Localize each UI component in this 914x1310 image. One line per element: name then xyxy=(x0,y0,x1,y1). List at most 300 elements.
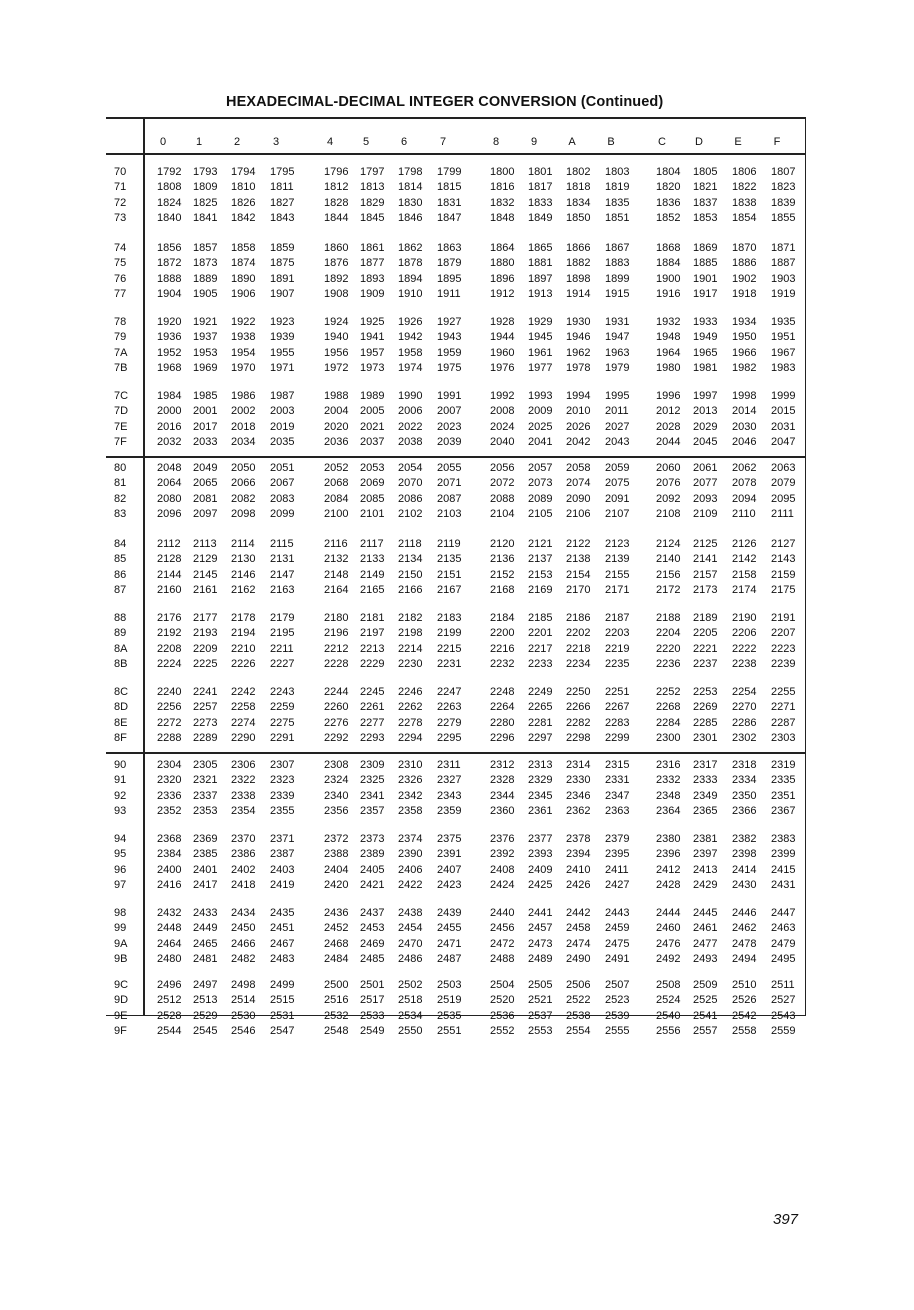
row-label: 8D xyxy=(114,701,129,714)
table-cell: 2148 xyxy=(324,568,349,581)
table-cell: 2145 xyxy=(193,568,218,581)
table-cell: 2055 xyxy=(437,462,462,474)
table-cell: 2516 xyxy=(324,994,349,1007)
table-cell: 1999 xyxy=(771,390,796,402)
table-cell: 2396 xyxy=(656,848,681,861)
table-cell: 2372 xyxy=(324,833,349,845)
table-cell: 1994 xyxy=(566,390,591,402)
table-cell: 2278 xyxy=(398,716,423,729)
table-cell: 2554 xyxy=(566,1024,591,1037)
table-cell: 1836 xyxy=(656,196,681,209)
table-cell: 1827 xyxy=(270,196,295,209)
table-cell: 2378 xyxy=(566,833,591,845)
table-cell: 2045 xyxy=(693,435,718,448)
table-cell: 2474 xyxy=(566,937,591,950)
table-cell: 2492 xyxy=(656,952,681,965)
table-cell: 1815 xyxy=(437,181,462,194)
table-cell: 1913 xyxy=(528,287,553,300)
row-label: 92 xyxy=(114,789,127,802)
table-cell: 1905 xyxy=(193,287,218,300)
table-cell: 1804 xyxy=(656,166,681,178)
table-cell: 2244 xyxy=(324,686,349,698)
table-cell: 2390 xyxy=(398,848,423,861)
table-cell: 1873 xyxy=(193,257,218,270)
table-cell: 1843 xyxy=(270,211,295,224)
table-cell: 2460 xyxy=(656,922,681,935)
table-cell: 1826 xyxy=(231,196,256,209)
row-label: 7A xyxy=(114,346,128,359)
table-cell: 1956 xyxy=(324,346,349,359)
table-cell: 2012 xyxy=(656,405,681,418)
table-cell: 2486 xyxy=(398,952,423,965)
row-label: 9C xyxy=(114,979,129,991)
table-cell: 1882 xyxy=(566,257,591,270)
table-cell: 1968 xyxy=(157,361,182,374)
row-label: 9B xyxy=(114,952,128,965)
table-cell: 2191 xyxy=(771,612,796,624)
table-cell: 2262 xyxy=(398,701,423,714)
table-cell: 2401 xyxy=(193,863,218,876)
table-cell: 2424 xyxy=(490,878,515,891)
table-cell: 2506 xyxy=(566,979,591,991)
table-cell: 2305 xyxy=(193,759,218,771)
table-cell: 2058 xyxy=(566,462,591,474)
table-cell: 2491 xyxy=(605,952,630,965)
table-cell: 1967 xyxy=(771,346,796,359)
table-cell: 2421 xyxy=(360,878,385,891)
table-cell: 2190 xyxy=(732,612,757,624)
table-cell: 2235 xyxy=(605,657,630,670)
table-cell: 1954 xyxy=(231,346,256,359)
table-cell: 2451 xyxy=(270,922,295,935)
table-cell: 1943 xyxy=(437,331,462,344)
table-cell: 2023 xyxy=(437,420,462,433)
table-cell: 2147 xyxy=(270,568,295,581)
table-cell: 2043 xyxy=(605,435,630,448)
row-label: 71 xyxy=(114,181,127,194)
table-cell: 2258 xyxy=(231,701,256,714)
table-cell: 2423 xyxy=(437,878,462,891)
column-header: C xyxy=(658,136,666,148)
table-cell: 2301 xyxy=(693,731,718,744)
table-cell: 2310 xyxy=(398,759,423,771)
page-number: 397 xyxy=(773,1211,799,1228)
table-cell: 2052 xyxy=(324,462,349,474)
table-cell: 2551 xyxy=(437,1024,462,1037)
table-cell: 2495 xyxy=(771,952,796,965)
row-label: 74 xyxy=(114,242,127,254)
table-cell: 2445 xyxy=(693,907,718,919)
table-cell: 1980 xyxy=(656,361,681,374)
page-title: HEXADECIMAL-DECIMAL INTEGER CONVERSION (Continued) xyxy=(226,94,664,110)
table-cell: 1904 xyxy=(157,287,182,300)
table-cell: 2428 xyxy=(656,878,681,891)
table-cell: 1948 xyxy=(656,331,681,344)
table-cell: 2006 xyxy=(398,405,423,418)
table-cell: 1855 xyxy=(771,211,796,224)
table-cell: 2255 xyxy=(771,686,796,698)
table-cell: 2399 xyxy=(771,848,796,861)
table-cell: 2431 xyxy=(771,878,796,891)
table-cell: 2311 xyxy=(437,759,461,771)
table-cell: 2341 xyxy=(360,789,385,802)
row-label: 8C xyxy=(114,686,129,698)
table-cell: 2513 xyxy=(193,994,218,1007)
table-cell: 2416 xyxy=(157,878,182,891)
table-cell: 1932 xyxy=(656,316,681,328)
table-cell: 2065 xyxy=(193,477,218,490)
table-cell: 2029 xyxy=(693,420,718,433)
group-separator xyxy=(106,456,806,458)
table-cell: 1925 xyxy=(360,316,385,328)
table-cell: 2070 xyxy=(398,477,423,490)
table-cell: 2066 xyxy=(231,477,256,490)
table-cell: 1835 xyxy=(605,196,630,209)
table-cell: 2105 xyxy=(528,507,553,520)
table-cell: 2087 xyxy=(437,492,462,505)
table-cell: 2335 xyxy=(771,774,796,787)
table-cell: 2299 xyxy=(605,731,630,744)
table-cell: 2321 xyxy=(193,774,218,787)
table-cell: 1868 xyxy=(656,242,681,254)
table-cell: 2331 xyxy=(605,774,630,787)
table-cell: 2541 xyxy=(693,1009,718,1022)
row-label: 85 xyxy=(114,553,127,566)
table-cell: 1959 xyxy=(437,346,462,359)
row-label: 75 xyxy=(114,257,127,270)
table-cell: 1862 xyxy=(398,242,423,254)
table-cell: 2467 xyxy=(270,937,295,950)
table-cell: 1918 xyxy=(732,287,757,300)
table-cell: 2127 xyxy=(771,538,796,550)
table-cell: 1837 xyxy=(693,196,718,209)
table-cell: 2167 xyxy=(437,583,462,596)
table-cell: 1961 xyxy=(528,346,553,359)
table-cell: 2517 xyxy=(360,994,385,1007)
table-cell: 2243 xyxy=(270,686,295,698)
table-cell: 1794 xyxy=(231,166,256,178)
table-cell: 2096 xyxy=(157,507,182,520)
table-cell: 2480 xyxy=(157,952,182,965)
table-cell: 2548 xyxy=(324,1024,349,1037)
table-cell: 2515 xyxy=(270,994,295,1007)
table-cell: 2247 xyxy=(437,686,462,698)
table-cell: 2344 xyxy=(490,789,515,802)
table-cell: 2440 xyxy=(490,907,515,919)
table-cell: 2184 xyxy=(490,612,515,624)
table-cell: 2459 xyxy=(605,922,630,935)
table-cell: 2154 xyxy=(566,568,591,581)
table-cell: 2140 xyxy=(656,553,681,566)
table-cell: 2199 xyxy=(437,627,462,640)
table-cell: 2468 xyxy=(324,937,349,950)
table-cell: 2511 xyxy=(771,979,795,991)
table-cell: 2298 xyxy=(566,731,591,744)
table-cell: 2132 xyxy=(324,553,349,566)
row-label: 7E xyxy=(114,420,128,433)
table-cell: 1811 xyxy=(270,181,294,194)
table-cell: 2108 xyxy=(656,507,681,520)
table-cell: 2048 xyxy=(157,462,182,474)
row-label: 79 xyxy=(114,331,127,344)
table-cell: 2032 xyxy=(157,435,182,448)
table-cell: 2254 xyxy=(732,686,757,698)
table-cell: 2246 xyxy=(398,686,423,698)
row-label: 96 xyxy=(114,863,127,876)
table-cell: 2393 xyxy=(528,848,553,861)
row-label: 70 xyxy=(114,166,127,178)
row-label: 98 xyxy=(114,907,127,919)
table-cell: 2037 xyxy=(360,435,385,448)
table-cell: 2155 xyxy=(605,568,630,581)
table-cell: 1995 xyxy=(605,390,630,402)
table-cell: 2063 xyxy=(771,462,796,474)
table-cell: 2337 xyxy=(193,789,218,802)
table-cell: 2556 xyxy=(656,1024,681,1037)
table-cell: 2489 xyxy=(528,952,553,965)
table-cell: 2125 xyxy=(693,538,718,550)
table-cell: 2462 xyxy=(732,922,757,935)
table-cell: 2213 xyxy=(360,642,385,655)
table-cell: 2553 xyxy=(528,1024,553,1037)
table-cell: 2183 xyxy=(437,612,462,624)
table-cell: 1883 xyxy=(605,257,630,270)
table-cell: 1793 xyxy=(193,166,218,178)
table-cell: 1899 xyxy=(605,272,630,285)
table-cell: 2263 xyxy=(437,701,462,714)
table-cell: 1952 xyxy=(157,346,182,359)
table-cell: 1992 xyxy=(490,390,515,402)
table-cell: 2197 xyxy=(360,627,385,640)
table-cell: 2177 xyxy=(193,612,218,624)
table-cell: 2484 xyxy=(324,952,349,965)
table-cell: 2290 xyxy=(231,731,256,744)
row-label: 7D xyxy=(114,405,129,418)
table-cell: 2439 xyxy=(437,907,462,919)
table-cell: 2452 xyxy=(324,922,349,935)
table-cell: 2351 xyxy=(771,789,796,802)
table-cell: 2042 xyxy=(566,435,591,448)
column-header: 2 xyxy=(233,136,241,148)
table-cell: 2345 xyxy=(528,789,553,802)
table-cell: 2403 xyxy=(270,863,295,876)
row-label: 91 xyxy=(114,774,127,787)
table-cell: 1845 xyxy=(360,211,385,224)
table-cell: 2270 xyxy=(732,701,757,714)
table-cell: 2036 xyxy=(324,435,349,448)
table-cell: 1920 xyxy=(157,316,182,328)
table-cell: 2076 xyxy=(656,477,681,490)
table-cell: 2438 xyxy=(398,907,423,919)
table-cell: 2024 xyxy=(490,420,515,433)
table-cell: 2354 xyxy=(231,804,256,817)
table-cell: 2287 xyxy=(771,716,796,729)
table-cell: 1814 xyxy=(398,181,423,194)
table-cell: 2448 xyxy=(157,922,182,935)
table-cell: 2092 xyxy=(656,492,681,505)
table-cell: 1831 xyxy=(437,196,462,209)
table-cell: 2436 xyxy=(324,907,349,919)
table-cell: 2543 xyxy=(771,1009,796,1022)
table-cell: 2008 xyxy=(490,405,515,418)
table-cell: 2018 xyxy=(231,420,256,433)
table-cell: 1807 xyxy=(771,166,796,178)
row-label: 8B xyxy=(114,657,128,670)
table-cell: 1902 xyxy=(732,272,757,285)
table-cell: 2465 xyxy=(193,937,218,950)
table-cell: 2085 xyxy=(360,492,385,505)
table-cell: 2208 xyxy=(157,642,182,655)
row-label: 81 xyxy=(114,477,127,490)
table-cell: 2185 xyxy=(528,612,553,624)
table-cell: 2389 xyxy=(360,848,385,861)
table-cell: 2082 xyxy=(231,492,256,505)
table-cell: 2086 xyxy=(398,492,423,505)
table-cell: 2050 xyxy=(231,462,256,474)
table-cell: 2470 xyxy=(398,937,423,950)
table-cell: 1914 xyxy=(566,287,591,300)
table-cell: 2047 xyxy=(771,435,796,448)
table-cell: 1950 xyxy=(732,331,757,344)
table-cell: 2483 xyxy=(270,952,295,965)
table-cell: 2282 xyxy=(566,716,591,729)
table-cell: 1958 xyxy=(398,346,423,359)
table-cell: 2020 xyxy=(324,420,349,433)
table-cell: 2209 xyxy=(193,642,218,655)
table-cell: 2149 xyxy=(360,568,385,581)
table-cell: 2375 xyxy=(437,833,462,845)
table-cell: 2211 xyxy=(270,642,294,655)
table-cell: 2057 xyxy=(528,462,553,474)
table-cell: 2171 xyxy=(605,583,630,596)
table-cell: 1944 xyxy=(490,331,515,344)
table-cell: 2100 xyxy=(324,507,349,520)
table-cell: 2181 xyxy=(360,612,385,624)
column-header: D xyxy=(695,136,703,148)
table-cell: 2242 xyxy=(231,686,256,698)
table-cell: 2523 xyxy=(605,994,630,1007)
table-cell: 1970 xyxy=(231,361,256,374)
table-cell: 2223 xyxy=(771,642,796,655)
table-cell: 2509 xyxy=(693,979,718,991)
table-cell: 2267 xyxy=(605,701,630,714)
table-cell: 1983 xyxy=(771,361,796,374)
table-cell: 1981 xyxy=(693,361,718,374)
row-label: 77 xyxy=(114,287,127,300)
table-cell: 1966 xyxy=(732,346,757,359)
table-cell: 2103 xyxy=(437,507,462,520)
table-cell: 2450 xyxy=(231,922,256,935)
column-header: 6 xyxy=(400,136,408,148)
table-cell: 1874 xyxy=(231,257,256,270)
table-cell: 2001 xyxy=(193,405,218,418)
column-header: 4 xyxy=(326,136,334,148)
table-cell: 1974 xyxy=(398,361,423,374)
table-cell: 2367 xyxy=(771,804,796,817)
table-cell: 1894 xyxy=(398,272,423,285)
table-cell: 2507 xyxy=(605,979,630,991)
table-cell: 2364 xyxy=(656,804,681,817)
table-cell: 2432 xyxy=(157,907,182,919)
table-cell: 1926 xyxy=(398,316,423,328)
column-header: 5 xyxy=(362,136,370,148)
table-cell: 2217 xyxy=(528,642,553,655)
table-cell: 2200 xyxy=(490,627,515,640)
table-cell: 2180 xyxy=(324,612,349,624)
table-cell: 2084 xyxy=(324,492,349,505)
row-label: 7F xyxy=(114,435,127,448)
table-cell: 2064 xyxy=(157,477,182,490)
table-cell: 2355 xyxy=(270,804,295,817)
table-cell: 2286 xyxy=(732,716,757,729)
table-cell: 2407 xyxy=(437,863,462,876)
table-cell: 2151 xyxy=(437,568,462,581)
table-cell: 1929 xyxy=(528,316,553,328)
table-cell: 2115 xyxy=(270,538,294,550)
column-header: 0 xyxy=(159,136,167,148)
table-cell: 2342 xyxy=(398,789,423,802)
table-cell: 1863 xyxy=(437,242,462,254)
table-cell: 1854 xyxy=(732,211,757,224)
table-cell: 2334 xyxy=(732,774,757,787)
table-cell: 2357 xyxy=(360,804,385,817)
table-cell: 2206 xyxy=(732,627,757,640)
table-cell: 2463 xyxy=(771,922,796,935)
table-cell: 1809 xyxy=(193,181,218,194)
table-cell: 2433 xyxy=(193,907,218,919)
table-cell: 1931 xyxy=(605,316,630,328)
table-cell: 2003 xyxy=(270,405,295,418)
table-cell: 1849 xyxy=(528,211,553,224)
table-cell: 2330 xyxy=(566,774,591,787)
table-cell: 1919 xyxy=(771,287,796,300)
table-cell: 2110 xyxy=(732,507,756,520)
table-cell: 2215 xyxy=(437,642,462,655)
table-cell: 2229 xyxy=(360,657,385,670)
table-cell: 2503 xyxy=(437,979,462,991)
table-cell: 2225 xyxy=(193,657,218,670)
table-cell: 1852 xyxy=(656,211,681,224)
table-cell: 1810 xyxy=(231,181,256,194)
table-cell: 2027 xyxy=(605,420,630,433)
table-cell: 1860 xyxy=(324,242,349,254)
row-label: 82 xyxy=(114,492,127,505)
table-cell: 2002 xyxy=(231,405,256,418)
table-cell: 2097 xyxy=(193,507,218,520)
row-label: 9F xyxy=(114,1024,127,1037)
table-cell: 2025 xyxy=(528,420,553,433)
table-cell: 2228 xyxy=(324,657,349,670)
table-cell: 2409 xyxy=(528,863,553,876)
table-cell: 1972 xyxy=(324,361,349,374)
table-cell: 1938 xyxy=(231,331,256,344)
table-cell: 2294 xyxy=(398,731,423,744)
row-label: 7C xyxy=(114,390,129,402)
table-cell: 1812 xyxy=(324,181,349,194)
table-cell: 1857 xyxy=(193,242,218,254)
table-cell: 2315 xyxy=(605,759,630,771)
table-cell: 1973 xyxy=(360,361,385,374)
table-cell: 1823 xyxy=(771,181,796,194)
table-cell: 2487 xyxy=(437,952,462,965)
table-cell: 1937 xyxy=(193,331,218,344)
table-cell: 1933 xyxy=(693,316,718,328)
table-cell: 2093 xyxy=(693,492,718,505)
table-cell: 2120 xyxy=(490,538,515,550)
table-cell: 1805 xyxy=(693,166,718,178)
table-cell: 2363 xyxy=(605,804,630,817)
row-label: 89 xyxy=(114,627,127,640)
